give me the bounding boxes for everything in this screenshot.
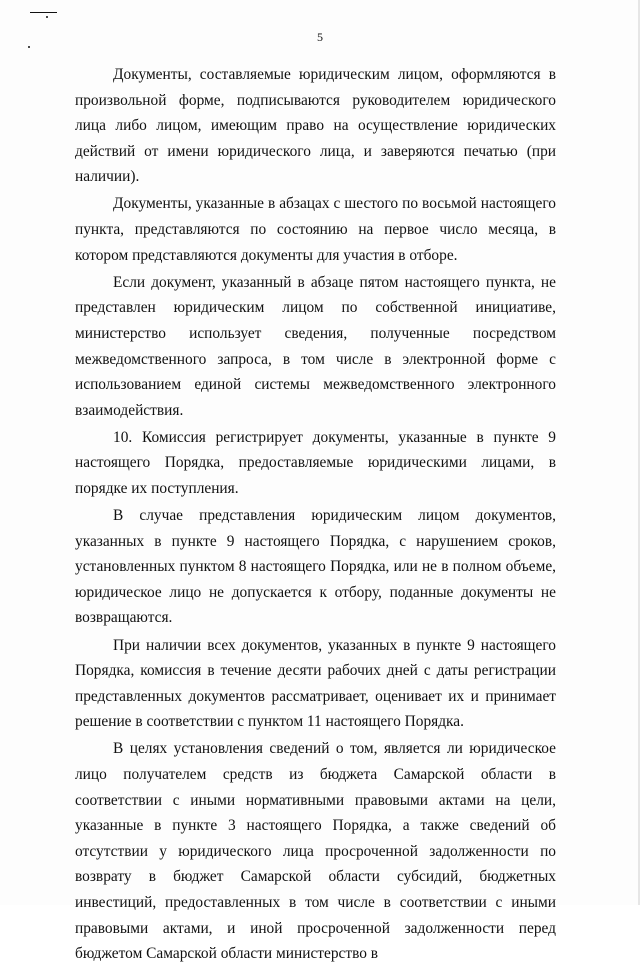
paragraph: При наличии всех документов, указанных в пункте 9 настоящего Порядка, комиссия в течение десяти рабочих дней с даты регистрации представленных документов рассматривает, оценивает их и принимает решение в соответствии с пунктом 11 настоящего Порядка. (75, 636, 556, 731)
scan-artifact-dot (46, 16, 48, 18)
paragraph: В целях установления сведений о том, является ли юридическое лицо получателем средств из бюджета Самарской области в соответствии с иными нормативными правовыми актами на цели, указанные в пункте 3 настоящего Порядка, а также сведений об отсутствии у юридического лица просроченной задолженности по возврату в бюджет Самарской области субсидий, бюджетных инвестиций, предоставленных в том числе в соответствии с иными правовыми актами, и иной просроченной задолженности перед бюджетом Самарской области министерство в (75, 740, 556, 963)
page-number: 5 (317, 30, 323, 44)
scan-artifact-dot (28, 46, 30, 48)
paragraph: Документы, указанные в абзацах с шестого по восьмой настоящего пункта, представляются по состоянию на первое число месяца, в котором представляются документы для участия в отборе. (75, 195, 556, 264)
paragraph: В случае представления юридическим лицом документов, указанных в пункте 9 настоящего Порядка, с нарушением сроков, установленных пунктом 8 настоящего Порядка, или не в полном объеме, юридическое лицо не допускается к отбору, поданные документы не возвращаются. (75, 507, 556, 627)
paragraph: Если документ, указанный в абзаце пятом настоящего пункта, не представлен юридическим лицом по собственной инициативе, министерство использует сведения, полученные посредством межведомственного запроса, в том числе в электронной форме с использованием единой системы межведомственного электронного взаимодействия. (75, 273, 556, 419)
paragraph: 10. Комиссия регистрирует документы, указанные в пункте 9 настоящего Порядка, предоставляемые юридическими лицами, в порядке их поступления. (75, 428, 556, 497)
scan-artifact-line (30, 12, 57, 13)
paragraph: Документы, составляемые юридическим лицом, оформляются в произвольной форме, подписываются руководителем юридического лица либо лицом, имеющим право на осуществление юридических действий от имени юридического лица, и заверяются печатью (при наличии). (75, 66, 556, 186)
document-body (75, 62, 556, 968)
